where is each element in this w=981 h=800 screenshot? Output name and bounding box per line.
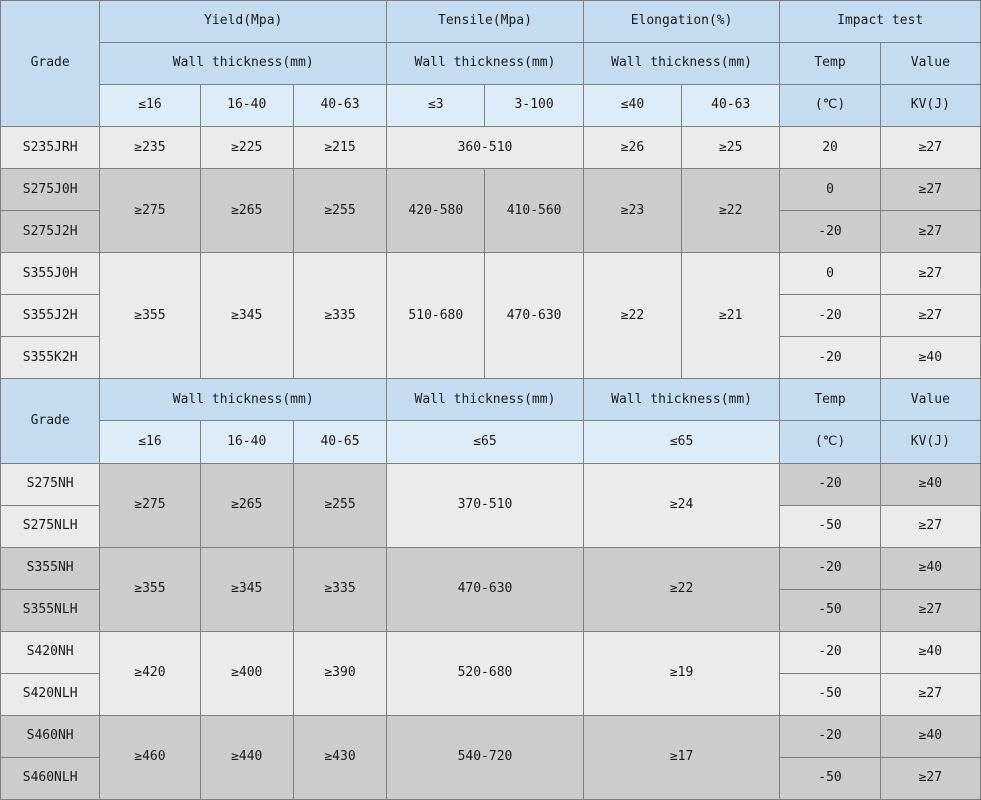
impact-temp-cell: 0: [780, 253, 880, 295]
yield-cell: ≥275: [100, 463, 200, 547]
yield-cell: ≥460: [100, 715, 200, 799]
table1-group-yield: Yield(Mpa): [100, 1, 387, 43]
table2-range-temp-unit: (℃): [780, 421, 880, 463]
yield-cell: ≥390: [293, 631, 386, 715]
yield-cell: ≥440: [200, 715, 293, 799]
yield-cell: ≥215: [293, 127, 386, 169]
tensile-cell: 470-630: [387, 547, 584, 631]
elongation-cell: ≥17: [583, 715, 780, 799]
yield-cell: ≥255: [293, 169, 386, 253]
table1-group-tensile: Tensile(Mpa): [387, 1, 584, 43]
table1-subgroup-temp: Temp: [780, 43, 880, 85]
elongation-cell: ≥22: [583, 547, 780, 631]
table1-range-yield-2: 16-40: [200, 85, 293, 127]
grade-cell: S275J2H: [1, 211, 100, 253]
table1-header-row-ranges: [1, 85, 981, 127]
table2-subgroup-yield-wall: Wall thickness(mm): [100, 379, 387, 421]
yield-cell: ≥275: [100, 169, 200, 253]
impact-value-cell: ≥27: [880, 253, 980, 295]
table1-range-yield-1: ≤16: [100, 85, 200, 127]
yield-cell: ≥430: [293, 715, 386, 799]
table-row: [1, 463, 981, 505]
grade-cell: S275J0H: [1, 169, 100, 211]
impact-value-cell: ≥27: [880, 757, 980, 799]
table2-subgroup-elongation-wall: Wall thickness(mm): [583, 379, 780, 421]
impact-temp-cell: -50: [780, 757, 880, 799]
table-row: [1, 253, 981, 295]
grade-cell: S355J0H: [1, 253, 100, 295]
impact-temp-cell: -20: [780, 211, 880, 253]
tensile-cell: 420-580: [387, 169, 485, 253]
grade-cell: S355K2H: [1, 337, 100, 379]
yield-cell: ≥265: [200, 169, 293, 253]
elongation-cell: ≥26: [583, 127, 681, 169]
impact-value-cell: ≥40: [880, 715, 980, 757]
impact-temp-cell: -20: [780, 715, 880, 757]
table1-group-elongation: Elongation(%): [583, 1, 780, 43]
yield-cell: ≥335: [293, 547, 386, 631]
tensile-cell: 360-510: [387, 127, 584, 169]
yield-cell: ≥345: [200, 547, 293, 631]
impact-temp-cell: -20: [780, 337, 880, 379]
impact-value-cell: ≥40: [880, 631, 980, 673]
impact-temp-cell: -20: [780, 463, 880, 505]
impact-temp-cell: -50: [780, 673, 880, 715]
table-row: [1, 631, 981, 673]
table2-range-yield-3: 40-65: [293, 421, 386, 463]
table1-range-tensile-2: 3-100: [485, 85, 583, 127]
tensile-cell: 520-680: [387, 631, 584, 715]
table2-subgroup-value: Value: [880, 379, 980, 421]
grade-cell: S235JRH: [1, 127, 100, 169]
grade-cell: S355J2H: [1, 295, 100, 337]
yield-cell: ≥335: [293, 253, 386, 379]
elongation-cell: ≥24: [583, 463, 780, 547]
yield-cell: ≥235: [100, 127, 200, 169]
grade-cell: S355NH: [1, 547, 100, 589]
elongation-cell: ≥21: [682, 253, 780, 379]
yield-cell: ≥265: [200, 463, 293, 547]
grade-cell: S460NLH: [1, 757, 100, 799]
table-row: [1, 169, 981, 211]
table2-range-yield-1: ≤16: [100, 421, 200, 463]
table2-header-row-subgroups: [1, 379, 981, 421]
elongation-cell: ≥19: [583, 631, 780, 715]
table1-subgroup-elongation-wall: Wall thickness(mm): [583, 43, 780, 85]
table2-subgroup-tensile-wall: Wall thickness(mm): [387, 379, 584, 421]
table1-group-impact: Impact test: [780, 1, 981, 43]
impact-value-cell: ≥27: [880, 589, 980, 631]
impact-temp-cell: 0: [780, 169, 880, 211]
yield-cell: ≥400: [200, 631, 293, 715]
impact-value-cell: ≥27: [880, 127, 980, 169]
table1-subgroup-tensile-wall: Wall thickness(mm): [387, 43, 584, 85]
grade-cell: S420NH: [1, 631, 100, 673]
impact-temp-cell: 20: [780, 127, 880, 169]
table2-range-tensile: ≤65: [387, 421, 584, 463]
tensile-cell: 370-510: [387, 463, 584, 547]
table1-range-temp-unit: (℃): [780, 85, 880, 127]
table2-grade-header: Grade: [1, 379, 100, 463]
elongation-cell: ≥25: [682, 127, 780, 169]
table1-header-row-subgroups: [1, 43, 981, 85]
impact-value-cell: ≥27: [880, 673, 980, 715]
yield-cell: ≥420: [100, 631, 200, 715]
impact-value-cell: ≥40: [880, 547, 980, 589]
yield-cell: ≥355: [100, 253, 200, 379]
tensile-cell: 510-680: [387, 253, 485, 379]
table1-subgroup-value: Value: [880, 43, 980, 85]
impact-temp-cell: -20: [780, 295, 880, 337]
table1-range-yield-3: 40-63: [293, 85, 386, 127]
table1-header-row-groups: [1, 1, 981, 43]
elongation-cell: ≥23: [583, 169, 681, 253]
impact-value-cell: ≥40: [880, 463, 980, 505]
elongation-cell: ≥22: [682, 169, 780, 253]
table2-range-value-unit: KV(J): [880, 421, 980, 463]
yield-cell: ≥355: [100, 547, 200, 631]
impact-temp-cell: -20: [780, 631, 880, 673]
tensile-cell: 540-720: [387, 715, 584, 799]
table1-range-tensile-1: ≤3: [387, 85, 485, 127]
impact-temp-cell: -50: [780, 589, 880, 631]
impact-value-cell: ≥40: [880, 337, 980, 379]
table2-header-row-ranges: [1, 421, 981, 463]
table1-range-elong-1: ≤40: [583, 85, 681, 127]
table2-range-yield-2: 16-40: [200, 421, 293, 463]
yield-cell: ≥255: [293, 463, 386, 547]
impact-value-cell: ≥27: [880, 211, 980, 253]
table2-subgroup-temp: Temp: [780, 379, 880, 421]
table-row: [1, 715, 981, 757]
table1-grade-header: Grade: [1, 1, 100, 127]
tensile-cell: 470-630: [485, 253, 583, 379]
grade-cell: S275NH: [1, 463, 100, 505]
table-row: [1, 547, 981, 589]
table1-subgroup-yield-wall: Wall thickness(mm): [100, 43, 387, 85]
table-row: [1, 127, 981, 169]
grade-cell: S355NLH: [1, 589, 100, 631]
impact-value-cell: ≥27: [880, 295, 980, 337]
grade-cell: S275NLH: [1, 505, 100, 547]
table1-range-value-unit: KV(J): [880, 85, 980, 127]
yield-cell: ≥345: [200, 253, 293, 379]
grade-cell: S420NLH: [1, 673, 100, 715]
grade-cell: S460NH: [1, 715, 100, 757]
elongation-cell: ≥22: [583, 253, 681, 379]
impact-temp-cell: -50: [780, 505, 880, 547]
yield-cell: ≥225: [200, 127, 293, 169]
table1-range-elong-2: 40-63: [682, 85, 780, 127]
table2-range-elongation: ≤65: [583, 421, 780, 463]
tensile-cell: 410-560: [485, 169, 583, 253]
impact-value-cell: ≥27: [880, 505, 980, 547]
impact-value-cell: ≥27: [880, 169, 980, 211]
impact-temp-cell: -20: [780, 547, 880, 589]
